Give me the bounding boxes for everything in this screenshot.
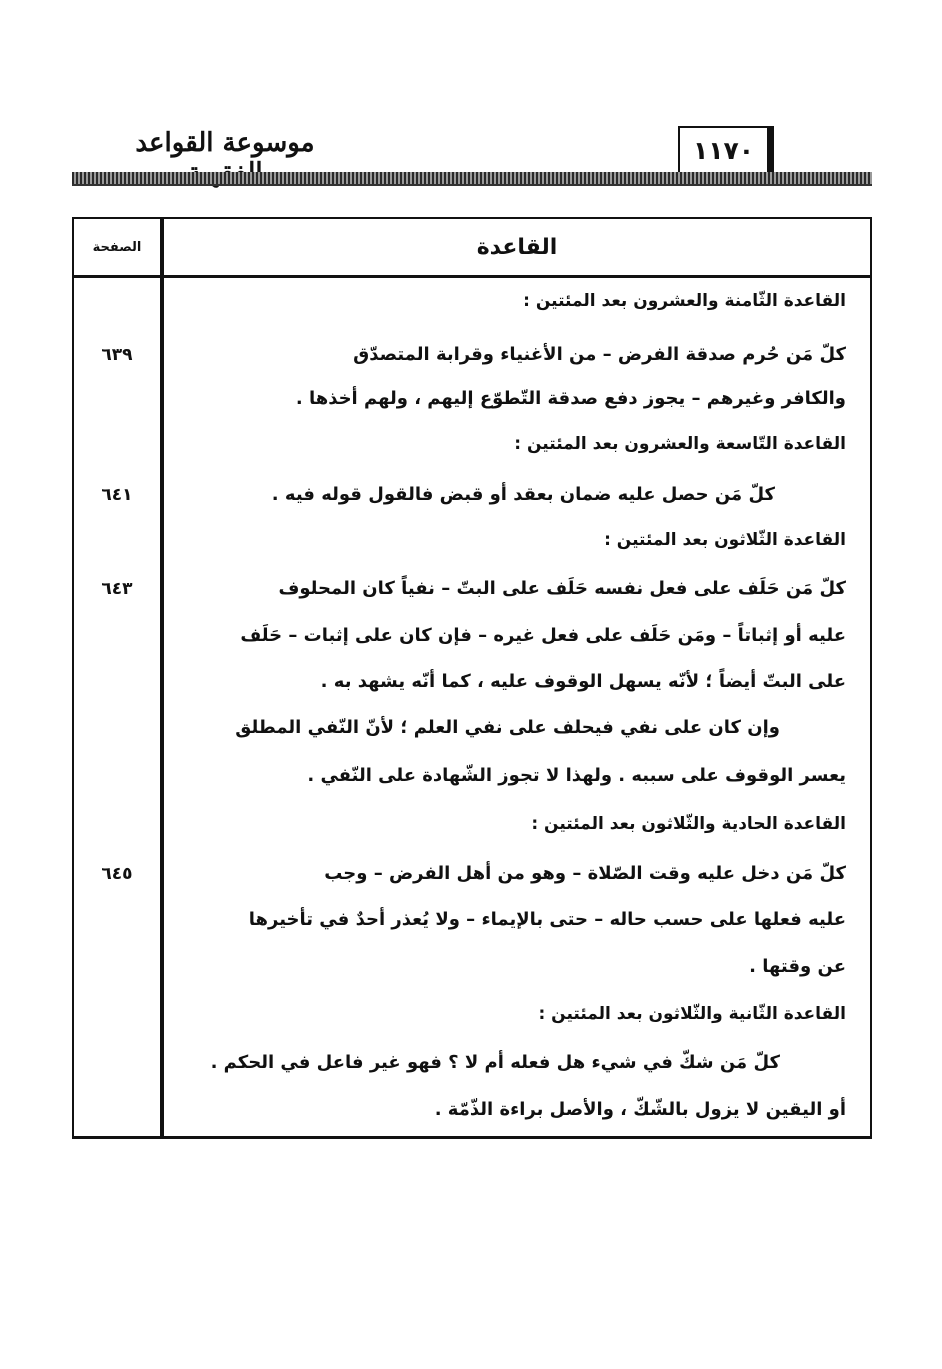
rule-230-line-5: يعسر الوقوف على سببه . ولهذا لا تجوز الشّهادة على النّفي . bbox=[307, 765, 846, 786]
rule-231-line-1: كلّ مَن دخل عليه وقت الصّلاة – وهو من أهل الفرض – وجب bbox=[324, 863, 846, 884]
rule-232-line-1: كلّ مَن شكّ في شيء هل فعله أم لا ؟ فهو غير فاعل في الحكم . bbox=[210, 1052, 780, 1073]
rule-228-line-2: والكافر وغيرهم – يجوز دفع صدقة التّطوّع إليهم ، ولهم أخذها . bbox=[295, 388, 846, 409]
rule-228-line-1: كلّ مَن حُرم صدقة الفرض – من الأغنياء وقرابة المتصدّق bbox=[353, 344, 846, 365]
book-title: موسوعة القواعد bbox=[135, 128, 315, 158]
page-ref-rule-231: ٦٤٥ bbox=[101, 864, 133, 884]
rule-229-heading: القاعدة التّاسعة والعشرون بعد المئتين : bbox=[514, 434, 846, 454]
rule-231-heading: القاعدة الحادية والثّلاثون بعد المئتين : bbox=[531, 814, 846, 834]
page-ref-rule-229: ٦٤١ bbox=[101, 485, 133, 505]
page-ref-rule-228: ٦٣٩ bbox=[101, 345, 133, 365]
page-header bbox=[0, 0, 942, 200]
header-rule bbox=[72, 172, 872, 184]
header-rule-underline bbox=[72, 184, 872, 186]
rule-230-heading: القاعدة الثّلاثون بعد المئتين : bbox=[604, 530, 846, 550]
rule-230-line-1: كلّ مَن حَلَف على فعل نفسه حَلَف على البتّ – نفياً كان المحلوف bbox=[278, 578, 846, 599]
page-ref-rule-230: ٦٤٣ bbox=[101, 579, 133, 599]
rule-230-line-4: وإن كان على نفي فيحلف على نفي العلم ؛ لأنّ النّفي المطلق bbox=[235, 717, 780, 738]
column-header-page: الصفحة bbox=[92, 239, 142, 255]
rule-230-line-2: عليه أو إثباتاً – ومَن حَلَف على فعل غيره – فإن كان على إثبات – حَلَف bbox=[240, 625, 846, 646]
rule-232-heading: القاعدة الثّانية والثّلاثون بعد المئتين : bbox=[538, 1004, 846, 1024]
page-number: ١١٧٠ bbox=[678, 126, 774, 174]
rule-230-line-3: على البتّ أيضاً ؛ لأنّه يسهل الوقوف عليه ، كما أنّه يشهد به . bbox=[320, 671, 846, 692]
column-header-rule: القاعدة bbox=[476, 234, 558, 260]
rule-229-line-1: كلّ مَن حصل عليه ضمان بعقد أو قبض فالقول قوله فيه . bbox=[271, 484, 775, 505]
rule-228-heading: القاعدة الثّامنة والعشرون بعد المئتين : bbox=[523, 291, 846, 311]
header-divider bbox=[74, 275, 870, 278]
column-divider bbox=[160, 219, 164, 1136]
rule-232-line-2: أو اليقين لا يزول بالشّكّ ، والأصل براءة الذّمّة . bbox=[434, 1099, 846, 1120]
rule-231-line-2: عليه فعلها على حسب حاله – حتى بالإيماء – ولا يُعذر أحدٌ في تأخيرها bbox=[248, 909, 846, 930]
rules-table bbox=[72, 217, 872, 1139]
rule-231-line-3: عن وقتها . bbox=[749, 956, 846, 977]
